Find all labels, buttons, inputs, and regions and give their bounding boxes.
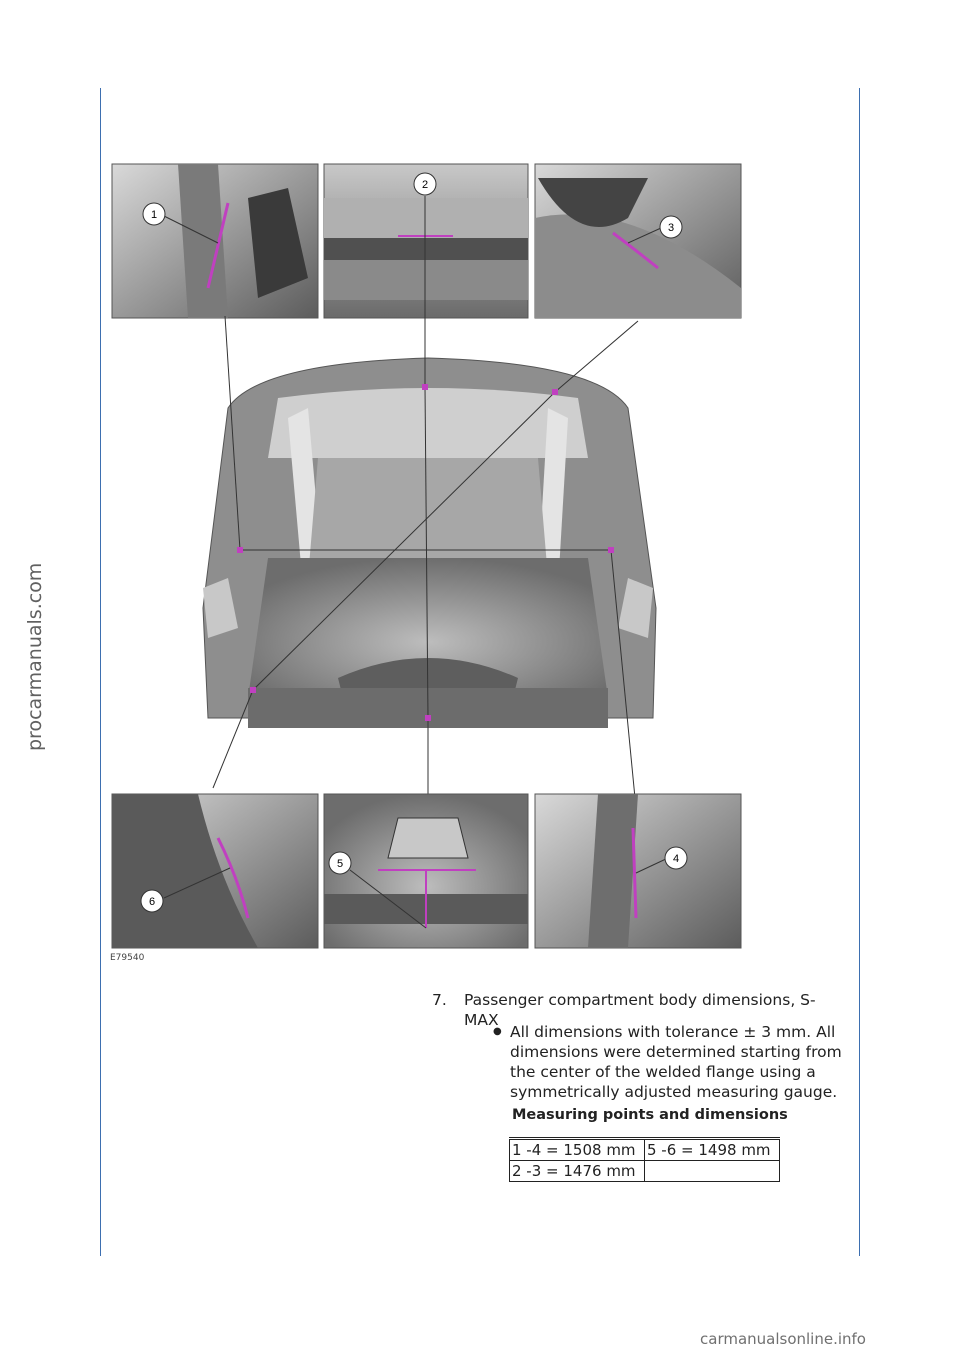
callout-6 xyxy=(141,890,163,912)
callout-3 xyxy=(660,216,682,238)
callout-5 xyxy=(329,852,351,874)
bottom-watermark: carmanualsonline.info xyxy=(700,1330,866,1348)
figure-id: E79540 xyxy=(110,953,145,963)
callout-2 xyxy=(414,173,436,195)
left-margin-rule xyxy=(100,88,101,1256)
dimension-cell: 1 -4 = 1508 mm xyxy=(510,1139,645,1161)
dimension-cell: 5 -6 = 1498 mm xyxy=(645,1139,780,1161)
svg-text:6: 6 xyxy=(148,896,156,908)
figure-svg xyxy=(108,158,748,970)
svg-text:3: 3 xyxy=(667,222,675,234)
side-watermark: procarmanuals.com xyxy=(24,562,46,751)
svg-text:1: 1 xyxy=(150,209,158,221)
svg-text:5: 5 xyxy=(336,858,344,870)
svg-text:4: 4 xyxy=(672,853,680,865)
dimensions-subheading: Measuring points and dimensions xyxy=(512,1107,788,1123)
table-row xyxy=(510,1139,780,1161)
table-row xyxy=(510,1161,780,1182)
tolerance-note-text: All dimensions with tolerance ± 3 mm. All dimensions were determined starting from the center of the welded flange using a symmetrically adjusted measuring gauge. xyxy=(510,1023,842,1101)
bullet-icon: ● xyxy=(493,1026,502,1037)
detail-panel-3 xyxy=(535,164,741,318)
detail-panel-5 xyxy=(324,794,528,948)
right-margin-rule xyxy=(859,88,860,1256)
step-title: Passenger compartment body dimensions, S-MAX xyxy=(464,991,816,1029)
detail-panel-6 xyxy=(112,794,318,948)
body-dimension-figure xyxy=(108,158,748,970)
dimension-cell xyxy=(645,1161,780,1182)
step-number: 7. xyxy=(432,991,447,1009)
dimension-cell: 2 -3 = 1476 mm xyxy=(510,1161,645,1182)
svg-text:2: 2 xyxy=(421,179,429,191)
callout-4 xyxy=(665,847,687,869)
detail-panel-4 xyxy=(535,794,741,948)
dimensions-table xyxy=(509,1137,780,1182)
callout-1 xyxy=(143,203,165,225)
